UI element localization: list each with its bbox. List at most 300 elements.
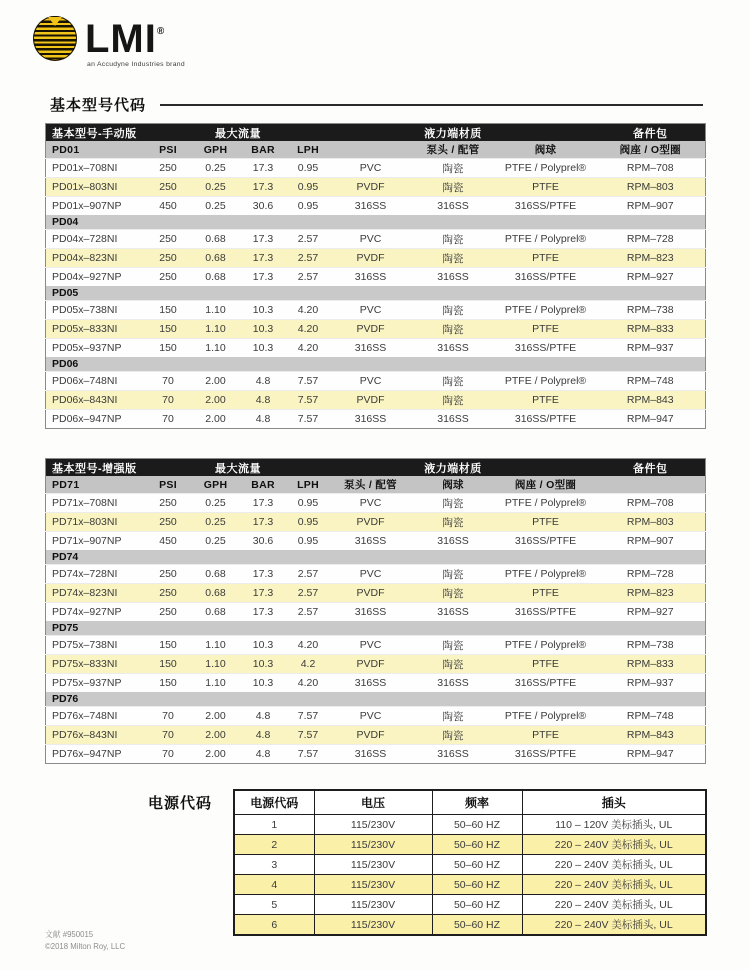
- cell: 115/230V: [314, 895, 432, 915]
- cell: 17.3: [241, 159, 286, 178]
- cell: 10.3: [241, 339, 286, 358]
- cell: 陶瓷: [411, 584, 496, 603]
- cell: RPM–738: [596, 636, 706, 655]
- cell: 17.3: [241, 268, 286, 287]
- table-row: [46, 674, 706, 693]
- table-row: [46, 230, 706, 249]
- cell: 316SS/PTFE: [496, 532, 596, 551]
- cell: 17.3: [241, 249, 286, 268]
- cell: 2: [234, 835, 314, 855]
- cell: 150: [146, 674, 191, 693]
- copyright: ©2018 Milton Roy, LLC: [45, 942, 126, 952]
- cell: 4.20: [286, 301, 331, 320]
- table-title-row: [46, 459, 706, 477]
- cell: PVC: [331, 372, 411, 391]
- cell: RPM–823: [596, 584, 706, 603]
- cell: 17.3: [241, 230, 286, 249]
- cell: 1.10: [191, 301, 241, 320]
- cell: 陶瓷: [411, 655, 496, 674]
- cell: 50–60 HZ: [432, 875, 522, 895]
- cell: 2.00: [191, 391, 241, 410]
- cell: 0.95: [286, 159, 331, 178]
- table-row: [46, 726, 706, 745]
- section-header: [50, 94, 705, 115]
- cell: PD05x–833NI: [46, 320, 146, 339]
- cell: 316SS: [411, 197, 496, 216]
- cell: 316SS: [411, 674, 496, 693]
- cell: 陶瓷: [411, 301, 496, 320]
- col-header: BAR: [241, 141, 286, 159]
- cell: PTFE / Polyprel®: [496, 230, 596, 249]
- cell: PVDF: [331, 391, 411, 410]
- cell: PD75x–833NI: [46, 655, 146, 674]
- cell: 150: [146, 655, 191, 674]
- cell: 2.57: [286, 603, 331, 622]
- cell: 2.00: [191, 707, 241, 726]
- cell: 316SS: [411, 268, 496, 287]
- cell: 316SS: [331, 745, 411, 764]
- cell: 0.95: [286, 513, 331, 532]
- cell: 4: [234, 875, 314, 895]
- cell: 70: [146, 707, 191, 726]
- table-row: [46, 636, 706, 655]
- cell: PTFE / Polyprel®: [496, 636, 596, 655]
- table-row: [46, 339, 706, 358]
- cell: 0.68: [191, 230, 241, 249]
- cell: 陶瓷: [411, 391, 496, 410]
- section-title: 基本型号代码: [50, 97, 147, 114]
- cell: PD76x–748NI: [46, 707, 146, 726]
- cell: 4.20: [286, 320, 331, 339]
- table-row: [46, 745, 706, 764]
- table-row: [46, 197, 706, 216]
- cell: 7.57: [286, 410, 331, 429]
- col-header: 阀座 / O型圈: [496, 476, 596, 494]
- cell: 115/230V: [314, 815, 432, 835]
- cell: RPM–728: [596, 565, 706, 584]
- cell: 0.95: [286, 197, 331, 216]
- cell: 250: [146, 584, 191, 603]
- cell: 316SS: [411, 745, 496, 764]
- cell: 316SS: [331, 532, 411, 551]
- cell: 70: [146, 410, 191, 429]
- cell: RPM–748: [596, 707, 706, 726]
- cell: 7.57: [286, 726, 331, 745]
- cell: 1.10: [191, 339, 241, 358]
- cell: PVC: [331, 494, 411, 513]
- cell: 0.25: [191, 178, 241, 197]
- cell: PD01x–803NI: [46, 178, 146, 197]
- power-section-label: 电源代码: [148, 795, 213, 812]
- table-row: [46, 372, 706, 391]
- cell: 10.3: [241, 655, 286, 674]
- cell: 0.25: [191, 513, 241, 532]
- cell: 0.68: [191, 603, 241, 622]
- col-header: GPH: [191, 476, 241, 494]
- cell: 7.57: [286, 391, 331, 410]
- kit-header: 备件包: [596, 124, 706, 142]
- cell: 50–60 HZ: [432, 915, 522, 936]
- col-header: 阀座 / O型圈: [596, 141, 706, 159]
- cell: 4.20: [286, 674, 331, 693]
- table-row: [234, 915, 706, 936]
- cell: 2.00: [191, 372, 241, 391]
- cell: 0.25: [191, 494, 241, 513]
- group-band-row: [46, 550, 706, 565]
- cell: 陶瓷: [411, 707, 496, 726]
- spacer-header: [496, 124, 596, 142]
- cell: PTFE: [496, 391, 596, 410]
- cell: PD75x–937NP: [46, 674, 146, 693]
- spacer-header: [496, 459, 596, 477]
- col-header: 阀球: [496, 141, 596, 159]
- table-row: [46, 707, 706, 726]
- group-band-row: [46, 357, 706, 372]
- cell: PD01x–907NP: [46, 197, 146, 216]
- cell: 2.57: [286, 584, 331, 603]
- cell: 1.10: [191, 655, 241, 674]
- table-row: [46, 268, 706, 287]
- cell: PD74x–728NI: [46, 565, 146, 584]
- cell: 316SS: [411, 339, 496, 358]
- table-row: [234, 895, 706, 915]
- cell: 10.3: [241, 301, 286, 320]
- cell: PVC: [331, 565, 411, 584]
- cell: 4.8: [241, 410, 286, 429]
- group-label: PD05: [46, 286, 706, 301]
- cell: 4.8: [241, 707, 286, 726]
- group-label: PD75: [46, 621, 706, 636]
- lmi-logo: [33, 13, 185, 68]
- cell: PD76x–843NI: [46, 726, 146, 745]
- column-header-row: [46, 476, 706, 494]
- cell: PVC: [331, 301, 411, 320]
- table-row: [46, 513, 706, 532]
- title-rule: [160, 104, 703, 106]
- col-header: LPH: [286, 476, 331, 494]
- cell: PD74x–823NI: [46, 584, 146, 603]
- cell: PVC: [331, 707, 411, 726]
- cell: 316SS: [411, 532, 496, 551]
- cell: 陶瓷: [411, 230, 496, 249]
- cell: 115/230V: [314, 855, 432, 875]
- cell: 0.68: [191, 565, 241, 584]
- cell: 2.00: [191, 726, 241, 745]
- enhanced-models-table: [45, 458, 706, 764]
- cell: 1: [234, 815, 314, 835]
- cell: PTFE: [496, 655, 596, 674]
- cell: 0.68: [191, 249, 241, 268]
- cell: 陶瓷: [411, 159, 496, 178]
- table-row: [46, 584, 706, 603]
- cell: 7.57: [286, 372, 331, 391]
- table-row: [46, 410, 706, 429]
- cell: 250: [146, 159, 191, 178]
- table-row: [46, 603, 706, 622]
- cell: 115/230V: [314, 835, 432, 855]
- cell: 115/230V: [314, 915, 432, 936]
- cell: 110 – 120V 美标插头, UL: [522, 815, 706, 835]
- cell: 115/230V: [314, 875, 432, 895]
- cell: 250: [146, 494, 191, 513]
- cell: 150: [146, 301, 191, 320]
- cell: 0.25: [191, 532, 241, 551]
- cell: RPM–803: [596, 178, 706, 197]
- cell: 70: [146, 391, 191, 410]
- cell: PTFE: [496, 513, 596, 532]
- cell: 4.8: [241, 372, 286, 391]
- col-header: GPH: [191, 141, 241, 159]
- group-band-row: [46, 692, 706, 707]
- cell: RPM–803: [596, 513, 706, 532]
- cell: PTFE: [496, 178, 596, 197]
- cell: PVC: [331, 159, 411, 178]
- cell: 2.00: [191, 745, 241, 764]
- cell: PD01x–708NI: [46, 159, 146, 178]
- cell: RPM–823: [596, 249, 706, 268]
- cell: PTFE / Polyprel®: [496, 372, 596, 391]
- cell: RPM–833: [596, 320, 706, 339]
- cell: 陶瓷: [411, 726, 496, 745]
- group-band-row: [46, 621, 706, 636]
- table-row: [234, 835, 706, 855]
- column-header-row: [46, 141, 706, 159]
- cell: PD71x–708NI: [46, 494, 146, 513]
- cell: 450: [146, 197, 191, 216]
- cell: PD71x–803NI: [46, 513, 146, 532]
- cell: 220 – 240V 美标插头, UL: [522, 895, 706, 915]
- cell: PTFE: [496, 584, 596, 603]
- cell: PVDF: [331, 584, 411, 603]
- cell: PVDF: [331, 320, 411, 339]
- cell: PTFE / Polyprel®: [496, 565, 596, 584]
- cell: 50–60 HZ: [432, 855, 522, 875]
- col-header: PSI: [146, 141, 191, 159]
- cell: 316SS/PTFE: [496, 197, 596, 216]
- cell: 250: [146, 230, 191, 249]
- cell: 2.57: [286, 565, 331, 584]
- col-header: PSI: [146, 476, 191, 494]
- cell: 316SS: [331, 197, 411, 216]
- cell: 7.57: [286, 745, 331, 764]
- table-row: [46, 320, 706, 339]
- cell: 17.3: [241, 603, 286, 622]
- cell: RPM–748: [596, 372, 706, 391]
- table-row: [46, 178, 706, 197]
- cell: RPM–947: [596, 410, 706, 429]
- cell: 陶瓷: [411, 372, 496, 391]
- cell: 17.3: [241, 584, 286, 603]
- spacer-header: [331, 459, 411, 477]
- cell: RPM–708: [596, 494, 706, 513]
- table-title: 基本型号-增强版: [46, 459, 191, 477]
- cell: PVDF: [331, 513, 411, 532]
- cell: 50–60 HZ: [432, 835, 522, 855]
- cell: 陶瓷: [411, 249, 496, 268]
- cell: PD05x–738NI: [46, 301, 146, 320]
- cell: 316SS: [411, 603, 496, 622]
- cell: 4.8: [241, 745, 286, 764]
- cell: 250: [146, 565, 191, 584]
- table-row: [234, 855, 706, 875]
- cell: PTFE / Polyprel®: [496, 494, 596, 513]
- table-row: [46, 391, 706, 410]
- cell: 0.95: [286, 532, 331, 551]
- cell: 250: [146, 249, 191, 268]
- flow-header: 最大流量: [191, 124, 286, 142]
- cell: 450: [146, 532, 191, 551]
- doc-number: 文献 #950015: [45, 930, 94, 939]
- cell: PTFE: [496, 249, 596, 268]
- cell: 150: [146, 320, 191, 339]
- cell: 316SS: [331, 674, 411, 693]
- table-row: [46, 655, 706, 674]
- cell: RPM–907: [596, 197, 706, 216]
- col-header: 泵头 / 配管: [411, 141, 496, 159]
- cell: PD04x–823NI: [46, 249, 146, 268]
- cell: 316SS: [331, 268, 411, 287]
- cell: 4.8: [241, 726, 286, 745]
- cell: PD06x–748NI: [46, 372, 146, 391]
- table-row: [46, 494, 706, 513]
- cell: 316SS: [411, 410, 496, 429]
- spacer-header: [286, 459, 331, 477]
- cell: PD71x–907NP: [46, 532, 146, 551]
- cell: 陶瓷: [411, 513, 496, 532]
- cell: 0.68: [191, 584, 241, 603]
- cell: PVC: [331, 230, 411, 249]
- group-label: PD71: [46, 476, 146, 494]
- cell: 17.3: [241, 513, 286, 532]
- cell: 70: [146, 372, 191, 391]
- cell: 5: [234, 895, 314, 915]
- cell: 4.2: [286, 655, 331, 674]
- cell: PD06x–947NP: [46, 410, 146, 429]
- cell: RPM–907: [596, 532, 706, 551]
- cell: 0.95: [286, 494, 331, 513]
- spacer-header: [286, 124, 331, 142]
- cell: 1.10: [191, 636, 241, 655]
- cell: 250: [146, 603, 191, 622]
- cell: 316SS: [331, 339, 411, 358]
- page-footer: [45, 929, 125, 953]
- cell: 2.57: [286, 268, 331, 287]
- table-row: [46, 159, 706, 178]
- cell: RPM–937: [596, 339, 706, 358]
- cell: PTFE / Polyprel®: [496, 301, 596, 320]
- cell: 50–60 HZ: [432, 815, 522, 835]
- cell: PTFE / Polyprel®: [496, 707, 596, 726]
- col-header: 频率: [432, 790, 522, 815]
- cell: 7.57: [286, 707, 331, 726]
- cell: 4.8: [241, 391, 286, 410]
- cell: RPM–833: [596, 655, 706, 674]
- table-title-row: [46, 124, 706, 142]
- cell: 陶瓷: [411, 178, 496, 197]
- cell: 4.20: [286, 339, 331, 358]
- group-label: PD06: [46, 357, 706, 372]
- col-header: BAR: [241, 476, 286, 494]
- cell: 17.3: [241, 565, 286, 584]
- cell: PD75x–738NI: [46, 636, 146, 655]
- col-header: 阀球: [411, 476, 496, 494]
- col-header: 插头: [522, 790, 706, 815]
- cell: 陶瓷: [411, 636, 496, 655]
- cell: PVC: [331, 636, 411, 655]
- cell: RPM–843: [596, 391, 706, 410]
- table-title: 基本型号-手动版: [46, 124, 191, 142]
- cell: 陶瓷: [411, 565, 496, 584]
- cell: 10.3: [241, 674, 286, 693]
- cell: 2.00: [191, 410, 241, 429]
- flow-header: 最大流量: [191, 459, 286, 477]
- cell: PD76x–947NP: [46, 745, 146, 764]
- table-row: [234, 875, 706, 895]
- cell: PVDF: [331, 178, 411, 197]
- group-band-row: [46, 215, 706, 230]
- cell: RPM–927: [596, 603, 706, 622]
- manual-models-table: [45, 123, 706, 429]
- cell: 250: [146, 268, 191, 287]
- cell: 4.20: [286, 636, 331, 655]
- col-header: 泵头 / 配管: [331, 476, 411, 494]
- cell: 250: [146, 513, 191, 532]
- col-header: [331, 141, 411, 159]
- cell: 30.6: [241, 197, 286, 216]
- cell: 220 – 240V 美标插头, UL: [522, 875, 706, 895]
- material-header: 液力端材质: [411, 459, 496, 477]
- table-row: [46, 532, 706, 551]
- col-header: 电源代码: [234, 790, 314, 815]
- cell: 220 – 240V 美标插头, UL: [522, 915, 706, 936]
- table-row: [234, 815, 706, 835]
- group-label: PD74: [46, 550, 706, 565]
- cell: 30.6: [241, 532, 286, 551]
- lmi-globe-icon: [33, 16, 77, 61]
- table-row: [46, 249, 706, 268]
- material-header: 液力端材质: [411, 124, 496, 142]
- cell: 70: [146, 726, 191, 745]
- cell: 316SS/PTFE: [496, 745, 596, 764]
- cell: 316SS: [331, 603, 411, 622]
- group-label: PD01: [46, 141, 146, 159]
- cell: 316SS/PTFE: [496, 268, 596, 287]
- cell: 0.25: [191, 197, 241, 216]
- cell: RPM–738: [596, 301, 706, 320]
- cell: RPM–947: [596, 745, 706, 764]
- cell: 10.3: [241, 320, 286, 339]
- cell: PD04x–927NP: [46, 268, 146, 287]
- cell: 220 – 240V 美标插头, UL: [522, 855, 706, 875]
- cell: 150: [146, 636, 191, 655]
- table-row: [46, 301, 706, 320]
- cell: 70: [146, 745, 191, 764]
- cell: PD04x–728NI: [46, 230, 146, 249]
- cell: PVDF: [331, 726, 411, 745]
- cell: 220 – 240V 美标插头, UL: [522, 835, 706, 855]
- cell: 316SS/PTFE: [496, 674, 596, 693]
- cell: PD74x–927NP: [46, 603, 146, 622]
- cell: 10.3: [241, 636, 286, 655]
- cell: PTFE / Polyprel®: [496, 159, 596, 178]
- cell: 250: [146, 178, 191, 197]
- cell: 17.3: [241, 178, 286, 197]
- cell: 316SS: [331, 410, 411, 429]
- cell: 6: [234, 915, 314, 936]
- cell: PTFE: [496, 726, 596, 745]
- cell: RPM–708: [596, 159, 706, 178]
- logo-wordmark-text: LMI: [85, 17, 157, 61]
